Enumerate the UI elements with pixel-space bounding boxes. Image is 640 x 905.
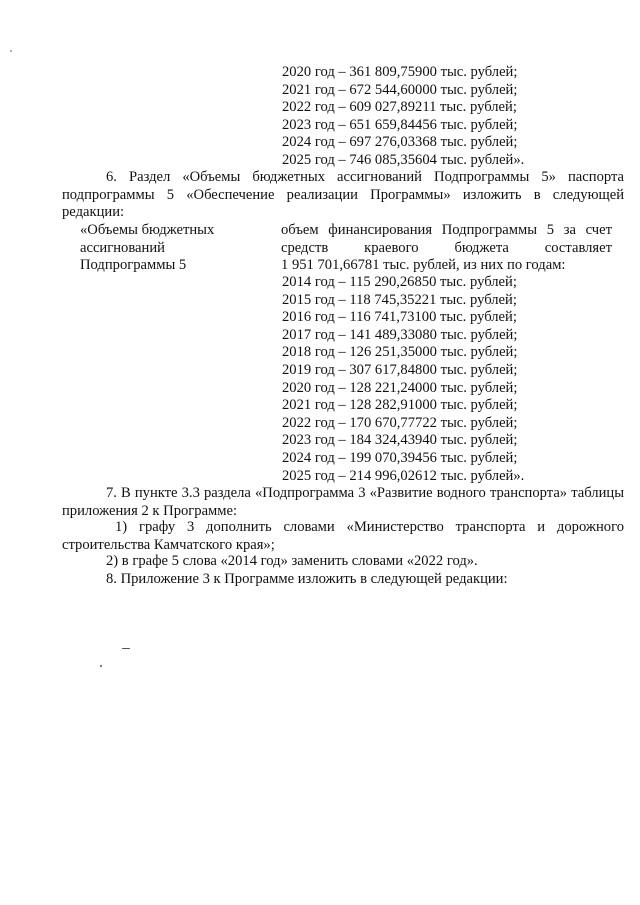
- year-line: 2016 год – 116 741,73100 тыс. рублей;: [282, 309, 517, 326]
- funding-intro-line: 1 951 701,66781 тыс. рублей, из них по годам:: [281, 257, 566, 274]
- label-line: Подпрограммы 5: [80, 257, 187, 274]
- funding-intro-line: средств краевого бюджета составляет: [281, 239, 612, 256]
- year-line: 2023 год – 651 659,84456 тыс. рублей;: [282, 116, 518, 133]
- year-line: 2025 год – 214 996,02612 тыс. рублей».: [282, 467, 525, 484]
- year-line: 2014 год – 115 290,26850 тыс. рублей;: [282, 274, 517, 290]
- year-line: 2020 год – 128 221,24000 тыс. рублей;: [282, 379, 518, 396]
- scan-speck: [122, 648, 130, 649]
- year-line: 2015 год – 118 745,35221 тыс. рублей;: [282, 291, 517, 308]
- scan-speck: [10, 50, 12, 52]
- year-line: 2022 год – 170 670,77722 тыс. рублей;: [282, 414, 518, 431]
- year-line: 2025 год – 746 085,35604 тыс. рублей».: [282, 151, 525, 168]
- year-line: 2021 год – 128 282,91000 тыс. рублей;: [282, 397, 518, 414]
- funding-intro: [281, 222, 612, 275]
- label-line: ассигнований: [80, 239, 165, 256]
- section-6-years-list: [282, 274, 524, 485]
- budget-label-column: [80, 222, 265, 275]
- section-7-paragraph: 7. В пункте 3.3 раздела «Подпрограмма 3 «Развитие водного транспорта» таблицы приложения 2 к Программе:: [62, 485, 624, 519]
- section-8-paragraph: 8. Приложение 3 к Программе изложить в следующей редакции:: [106, 571, 508, 587]
- funding-intro-line: объем финансирования Подпрограммы 5 за счет: [281, 222, 612, 238]
- year-line: 2021 год – 672 544,60000 тыс. рублей;: [282, 81, 518, 98]
- year-line: 2019 год – 307 617,84800 тыс. рублей;: [282, 361, 518, 378]
- year-line: 2022 год – 609 027,89211 тыс. рублей;: [282, 99, 517, 116]
- year-line: 2023 год – 184 324,43940 тыс. рублей;: [282, 432, 518, 449]
- section-6-paragraph: 6. Раздел «Объемы бюджетных ассигнований Подпрограммы 5» паспорта подпрограммы 5 «Обеспечение реализации Программы» изложить в следующей редакции:: [62, 169, 624, 221]
- section-7-item-2: 2) в графе 5 слова «2014 год» заменить словами «2022 год».: [106, 553, 478, 569]
- label-line: «Объемы бюджетных: [80, 222, 215, 238]
- year-line: 2024 год – 199 070,39456 тыс. рублей;: [282, 449, 518, 466]
- scan-speck: [100, 665, 102, 667]
- section-7-item-1: 1) графу 3 дополнить словами «Министерство транспорта и дорожного строительства Камчатского края»;: [62, 519, 624, 553]
- year-line: 2024 год – 697 276,03368 тыс. рублей;: [282, 134, 518, 151]
- year-line: 2020 год – 361 809,75900 тыс. рублей;: [282, 64, 518, 80]
- year-line: 2017 год – 141 489,33080 тыс. рублей;: [282, 326, 518, 343]
- year-line: 2018 год – 126 251,35000 тыс. рублей;: [282, 344, 518, 361]
- top-years-list: [282, 64, 524, 170]
